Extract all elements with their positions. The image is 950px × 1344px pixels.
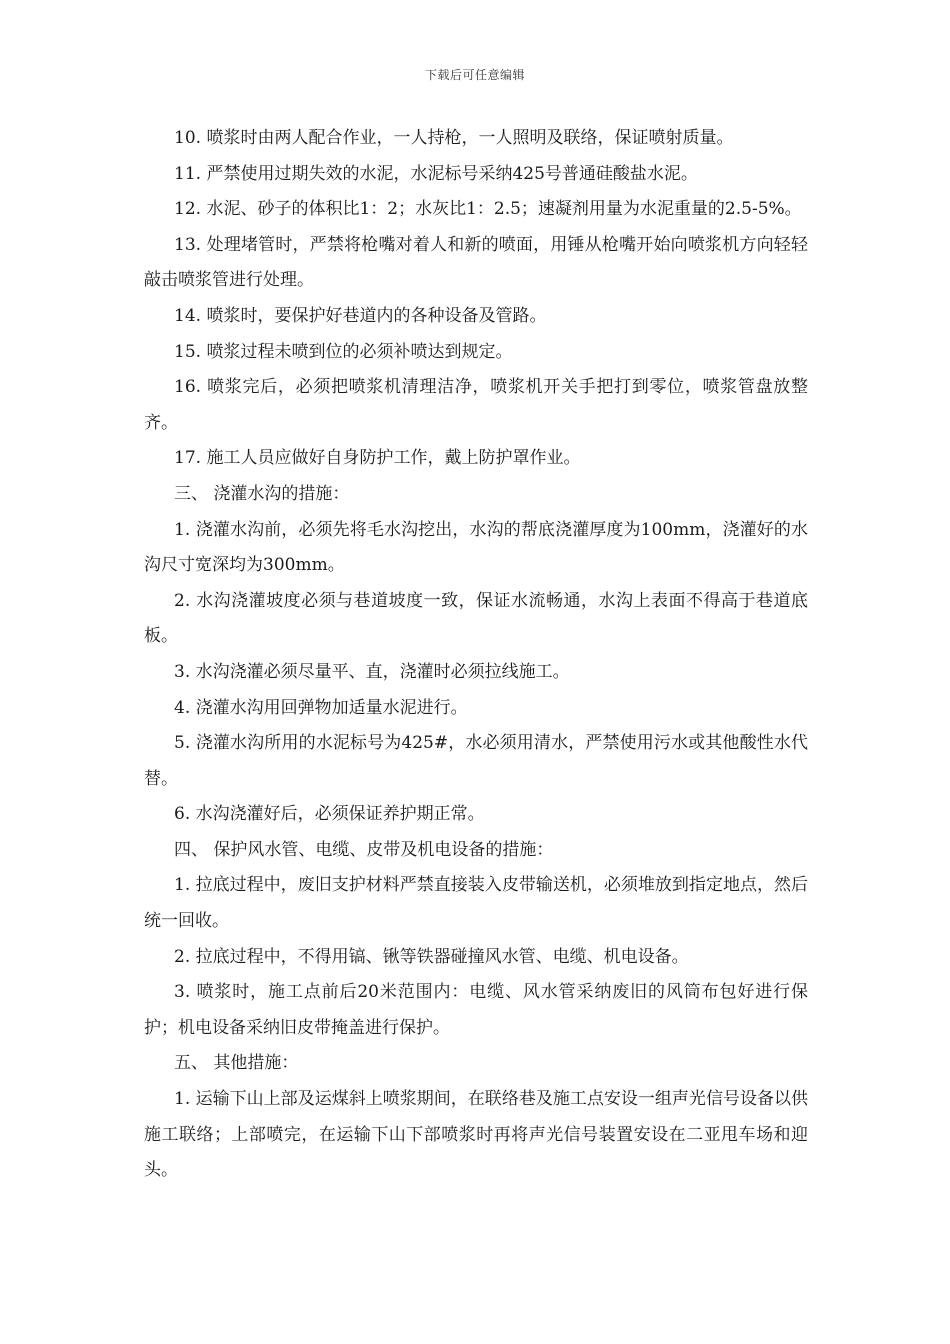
drain-item-6: 6. 水沟浇灌好后，必须保证养护期正常。	[174, 804, 485, 825]
page-header: 下载后可任意编辑	[424, 68, 525, 82]
paragraph-item-12: 12. 水泥、砂子的体积比1：2；水灰比1：2.5；速凝剂用量为水泥重量的2.5-5%。	[174, 199, 802, 220]
drain-item-5: 5. 浇灌水沟所用的水泥标号为425#，水必须用清水，严禁使用污水或其他酸性水代替。	[144, 733, 808, 789]
paragraph-item-14: 14. 喷浆时，要保护好巷道内的各种设备及管路。	[174, 305, 547, 326]
document-body	[144, 121, 808, 1189]
protection-item-2: 2. 拉底过程中，不得用镐、锹等铁器碰撞风水管、电缆、机电设备。	[174, 946, 689, 967]
paragraph-item-10: 10. 喷浆时由两人配合作业，一人持枪，一人照明及联络，保证喷射质量。	[174, 128, 734, 148]
protection-item-3: 3. 喷浆时，施工点前后20米范围内：电缆、风水管采纳废旧的风筒布包好进行保护；机电设备采纳旧皮带掩盖进行保护。	[144, 982, 808, 1038]
paragraph-item-17: 17. 施工人员应做好自身防护工作，戴上防护罩作业。	[174, 448, 581, 469]
paragraph-item-16: 16. 喷浆完后，必须把喷浆机清理洁净，喷浆机开关手把打到零位，喷浆管盘放整齐。	[144, 377, 808, 433]
drain-item-3: 3. 水沟浇灌必须尽量平、直，浇灌时必须拉线施工。	[174, 661, 570, 682]
paragraph-item-11: 11. 严禁使用过期失效的水泥，水泥标号采纳425号普通硅酸盐水泥。	[174, 163, 698, 184]
drain-item-4: 4. 浇灌水沟用回弹物加适量水泥进行。	[174, 697, 468, 718]
section-heading-4: 四、 保护风水管、电缆、皮带及机电设备的措施：	[174, 839, 554, 860]
drain-item-2: 2. 水沟浇灌坡度必须与巷道坡度一致，保证水流畅通，水沟上表面不得高于巷道底板。	[144, 590, 808, 647]
other-item-1: 1. 运输下山上部及运煤斜上喷浆期间，在联络巷及施工点安设一组声光信号设备以供施工联络；上部喷完，在运输下山下部喷浆时再将声光信号装置安设在二亚甩车场和迎头。	[144, 1089, 808, 1181]
section-heading-3: 三、 浇灌水沟的措施：	[174, 483, 350, 504]
protection-item-1: 1. 拉底过程中，废旧支护材料严禁直接装入皮带输送机，必须堆放到指定地点，然后统一回收。	[144, 875, 808, 932]
paragraph-item-15: 15. 喷浆过程未喷到位的必须补喷达到规定。	[174, 341, 513, 362]
paragraph-item-13: 13. 处理堵管时，严禁将枪嘴对着人和新的喷面，用锤从枪嘴开始向喷浆机方向轻轻敲击喷浆管进行处理。	[144, 234, 808, 291]
drain-item-1: 1. 浇灌水沟前，必须先将毛水沟挖出，水沟的帮底浇灌厚度为100mm，浇灌好的水沟尺寸宽深均为300mm。	[144, 519, 808, 576]
section-heading-5: 五、 其他措施：	[174, 1053, 299, 1074]
